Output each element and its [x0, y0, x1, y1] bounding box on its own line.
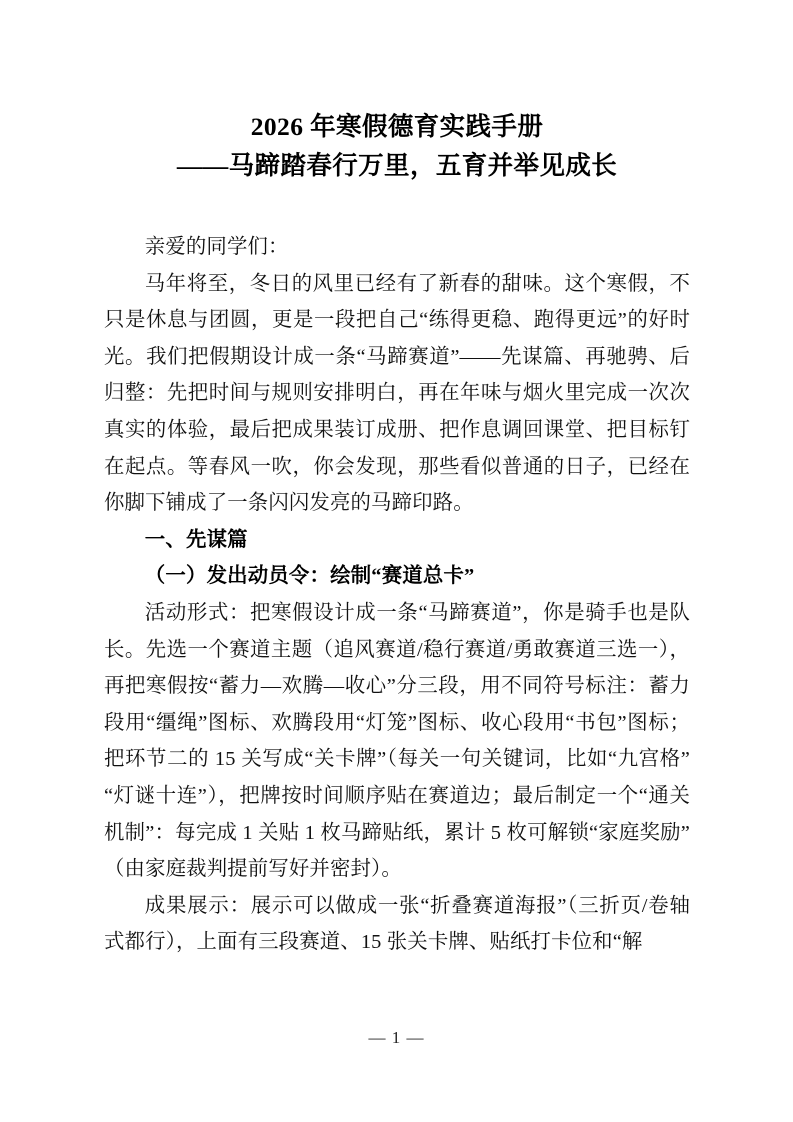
document-content-column [104, 0, 690, 961]
activity-form-paragraph: 活动形式：把寒假设计成一条“马蹄赛道”，你是骑手也是队长。先选一个赛道主题（追风赛道/稳行赛道/勇敢赛道三选一），再把寒假按“蓄力—欢腾—收心”分三段，用不同符号标注：蓄力段用“缰绳”图标、欢腾段用“灯笼”图标、收心段用“书包”图标；把环节二的 15 关写成“关卡牌”（每关一句关键词，比如“九宫格”“灯谜十连”），把牌按时间顺序贴在赛道边；最后制定一个“通关机制”：每完成 1 关贴 1 枚马蹄贴纸，累计 5 枚可解锁“家庭奖励”（由家庭裁判提前写好并密封）。 [104, 601, 690, 881]
results-display-paragraph: 成果展示：展示可以做成一张“折叠赛道海报”（三折页/卷轴式都行），上面有三段赛道、15 张关卡牌、贴纸打卡位和“解 [104, 894, 690, 954]
section-heading-1: 一、先谋篇 [144, 528, 248, 551]
document-body [104, 229, 690, 961]
subsection-heading-1: （一）发出动员令：绘制“赛道总卡” [144, 565, 475, 588]
intro-paragraph: 马年将至，冬日的风里已经有了新春的甜味。这个寒假，不只是休息与团圆，更是一段把自己“练得更稳、跑得更远”的好时光。我们把假期设计成一条“马蹄赛道”——先谋篇、再驰骋、后归整：先把时间与规则安排明白，再在年味与烟火里完成一次次真实的体验，最后把成果装订成册、把作息调回课堂、把目标钉在起点。等春风一吹，你会发现，那些看似普通的日子，已经在你脚下铺成了一条闪闪发亮的马蹄印路。 [104, 272, 690, 515]
page-number-footer: — 1 — [368, 1028, 425, 1047]
title-main-line: 2026 年寒假德育实践手册 [250, 112, 544, 141]
salutation-paragraph: 亲爱的同学们： [144, 236, 289, 258]
title-subtitle-line: ——马蹄踏春行万里，五育并举见成长 [176, 151, 618, 180]
page-title [104, 0, 690, 185]
